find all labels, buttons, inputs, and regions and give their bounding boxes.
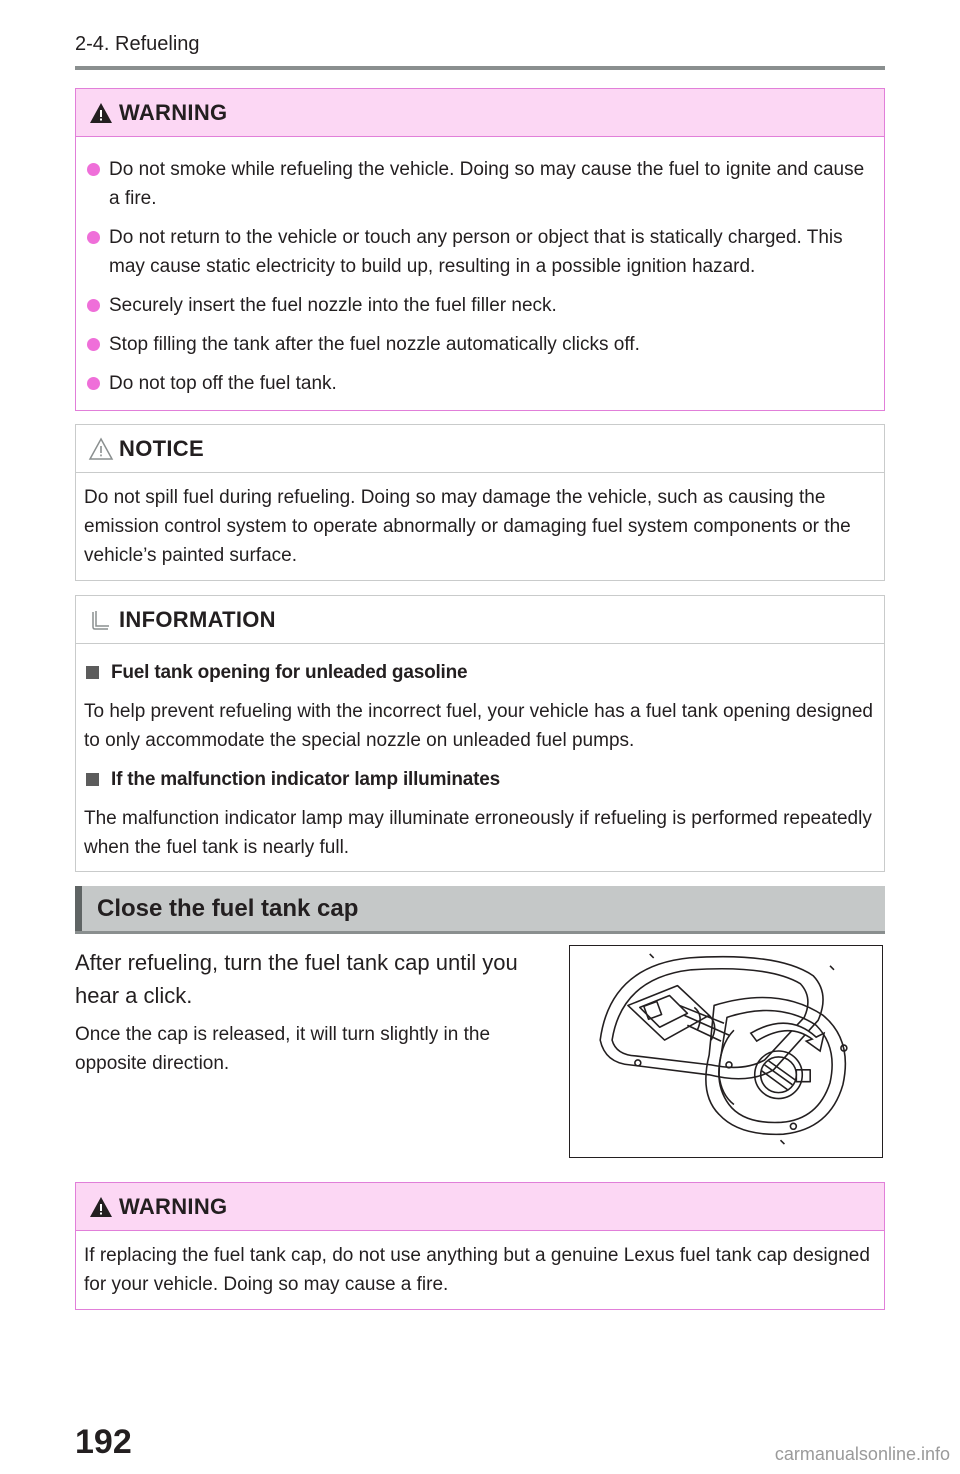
warning-box-refueling bbox=[75, 88, 885, 411]
information-book-icon bbox=[88, 607, 114, 633]
watermark: carmanualsonline.info bbox=[774, 1444, 950, 1464]
page-number: 192 bbox=[75, 1423, 132, 1461]
list-item: Stop filling the tank after the fuel nozzle automatically clicks off. bbox=[84, 330, 876, 359]
list-item: Securely insert the fuel nozzle into the fuel filler neck. bbox=[84, 291, 876, 320]
section-heading-close-cap bbox=[75, 886, 885, 934]
warning-title: WARNING bbox=[119, 99, 228, 125]
warning-triangle-icon bbox=[88, 100, 114, 126]
close-cap-instruction: After refueling, turn the fuel tank cap until you hear a click. bbox=[75, 950, 518, 1008]
section-label: 2-4. Refueling bbox=[75, 33, 200, 55]
information-box bbox=[75, 595, 885, 872]
info-text-unleaded: To help prevent refueling with the incorrect fuel, your vehicle has a fuel tank opening designed to only accommodate the special nozzle on unleaded fuel pumps. bbox=[84, 701, 873, 751]
notice-title: NOTICE bbox=[119, 435, 204, 461]
info-heading-malfunction-lamp: If the malfunction indicator lamp illuminates bbox=[84, 765, 876, 794]
list-item: Do not return to the vehicle or touch any person or object that is statically charged. This may cause static electricity to build up, resulting in a possible ignition hazard. bbox=[84, 223, 876, 281]
close-cap-note: Once the cap is released, it will turn slightly in the opposite direction. bbox=[75, 1024, 491, 1074]
warning-header bbox=[76, 89, 884, 137]
information-title: INFORMATION bbox=[119, 606, 276, 632]
warning-box-fuel-cap bbox=[75, 1182, 885, 1310]
notice-text: Do not spill fuel during refueling. Doing so may damage the vehicle, such as causing the emission control system to operate abnormally or damaging fuel system components or the vehicle’s painted surface. bbox=[84, 487, 851, 566]
notice-box bbox=[75, 424, 885, 581]
warning-header bbox=[76, 1183, 884, 1231]
page-header bbox=[75, 30, 885, 70]
section-title: Close the fuel tank cap bbox=[97, 895, 359, 922]
info-heading-unleaded: Fuel tank opening for unleaded gasoline bbox=[84, 658, 876, 687]
warning-triangle-icon bbox=[88, 1194, 114, 1220]
list-item: Do not smoke while refueling the vehicle. Doing so may cause the fuel to ignite and cause a fire. bbox=[84, 155, 876, 213]
info-text-malfunction-lamp: The malfunction indicator lamp may illuminate erroneously if refueling is performed repeatedly when the fuel tank is nearly full. bbox=[84, 808, 872, 858]
notice-triangle-icon bbox=[88, 436, 114, 462]
warning-text: If replacing the fuel tank cap, do not use anything but a genuine Lexus fuel tank cap designed for your vehicle. Doing so may cause a fire. bbox=[84, 1245, 870, 1295]
fuel-cap-drawing bbox=[570, 946, 882, 1157]
information-header bbox=[76, 596, 884, 644]
notice-header bbox=[76, 425, 884, 473]
list-item: Do not top off the fuel tank. bbox=[84, 369, 876, 398]
warning-title: WARNING bbox=[119, 1193, 228, 1219]
warning-list bbox=[84, 155, 876, 398]
fuel-cap-illustration bbox=[569, 945, 883, 1158]
